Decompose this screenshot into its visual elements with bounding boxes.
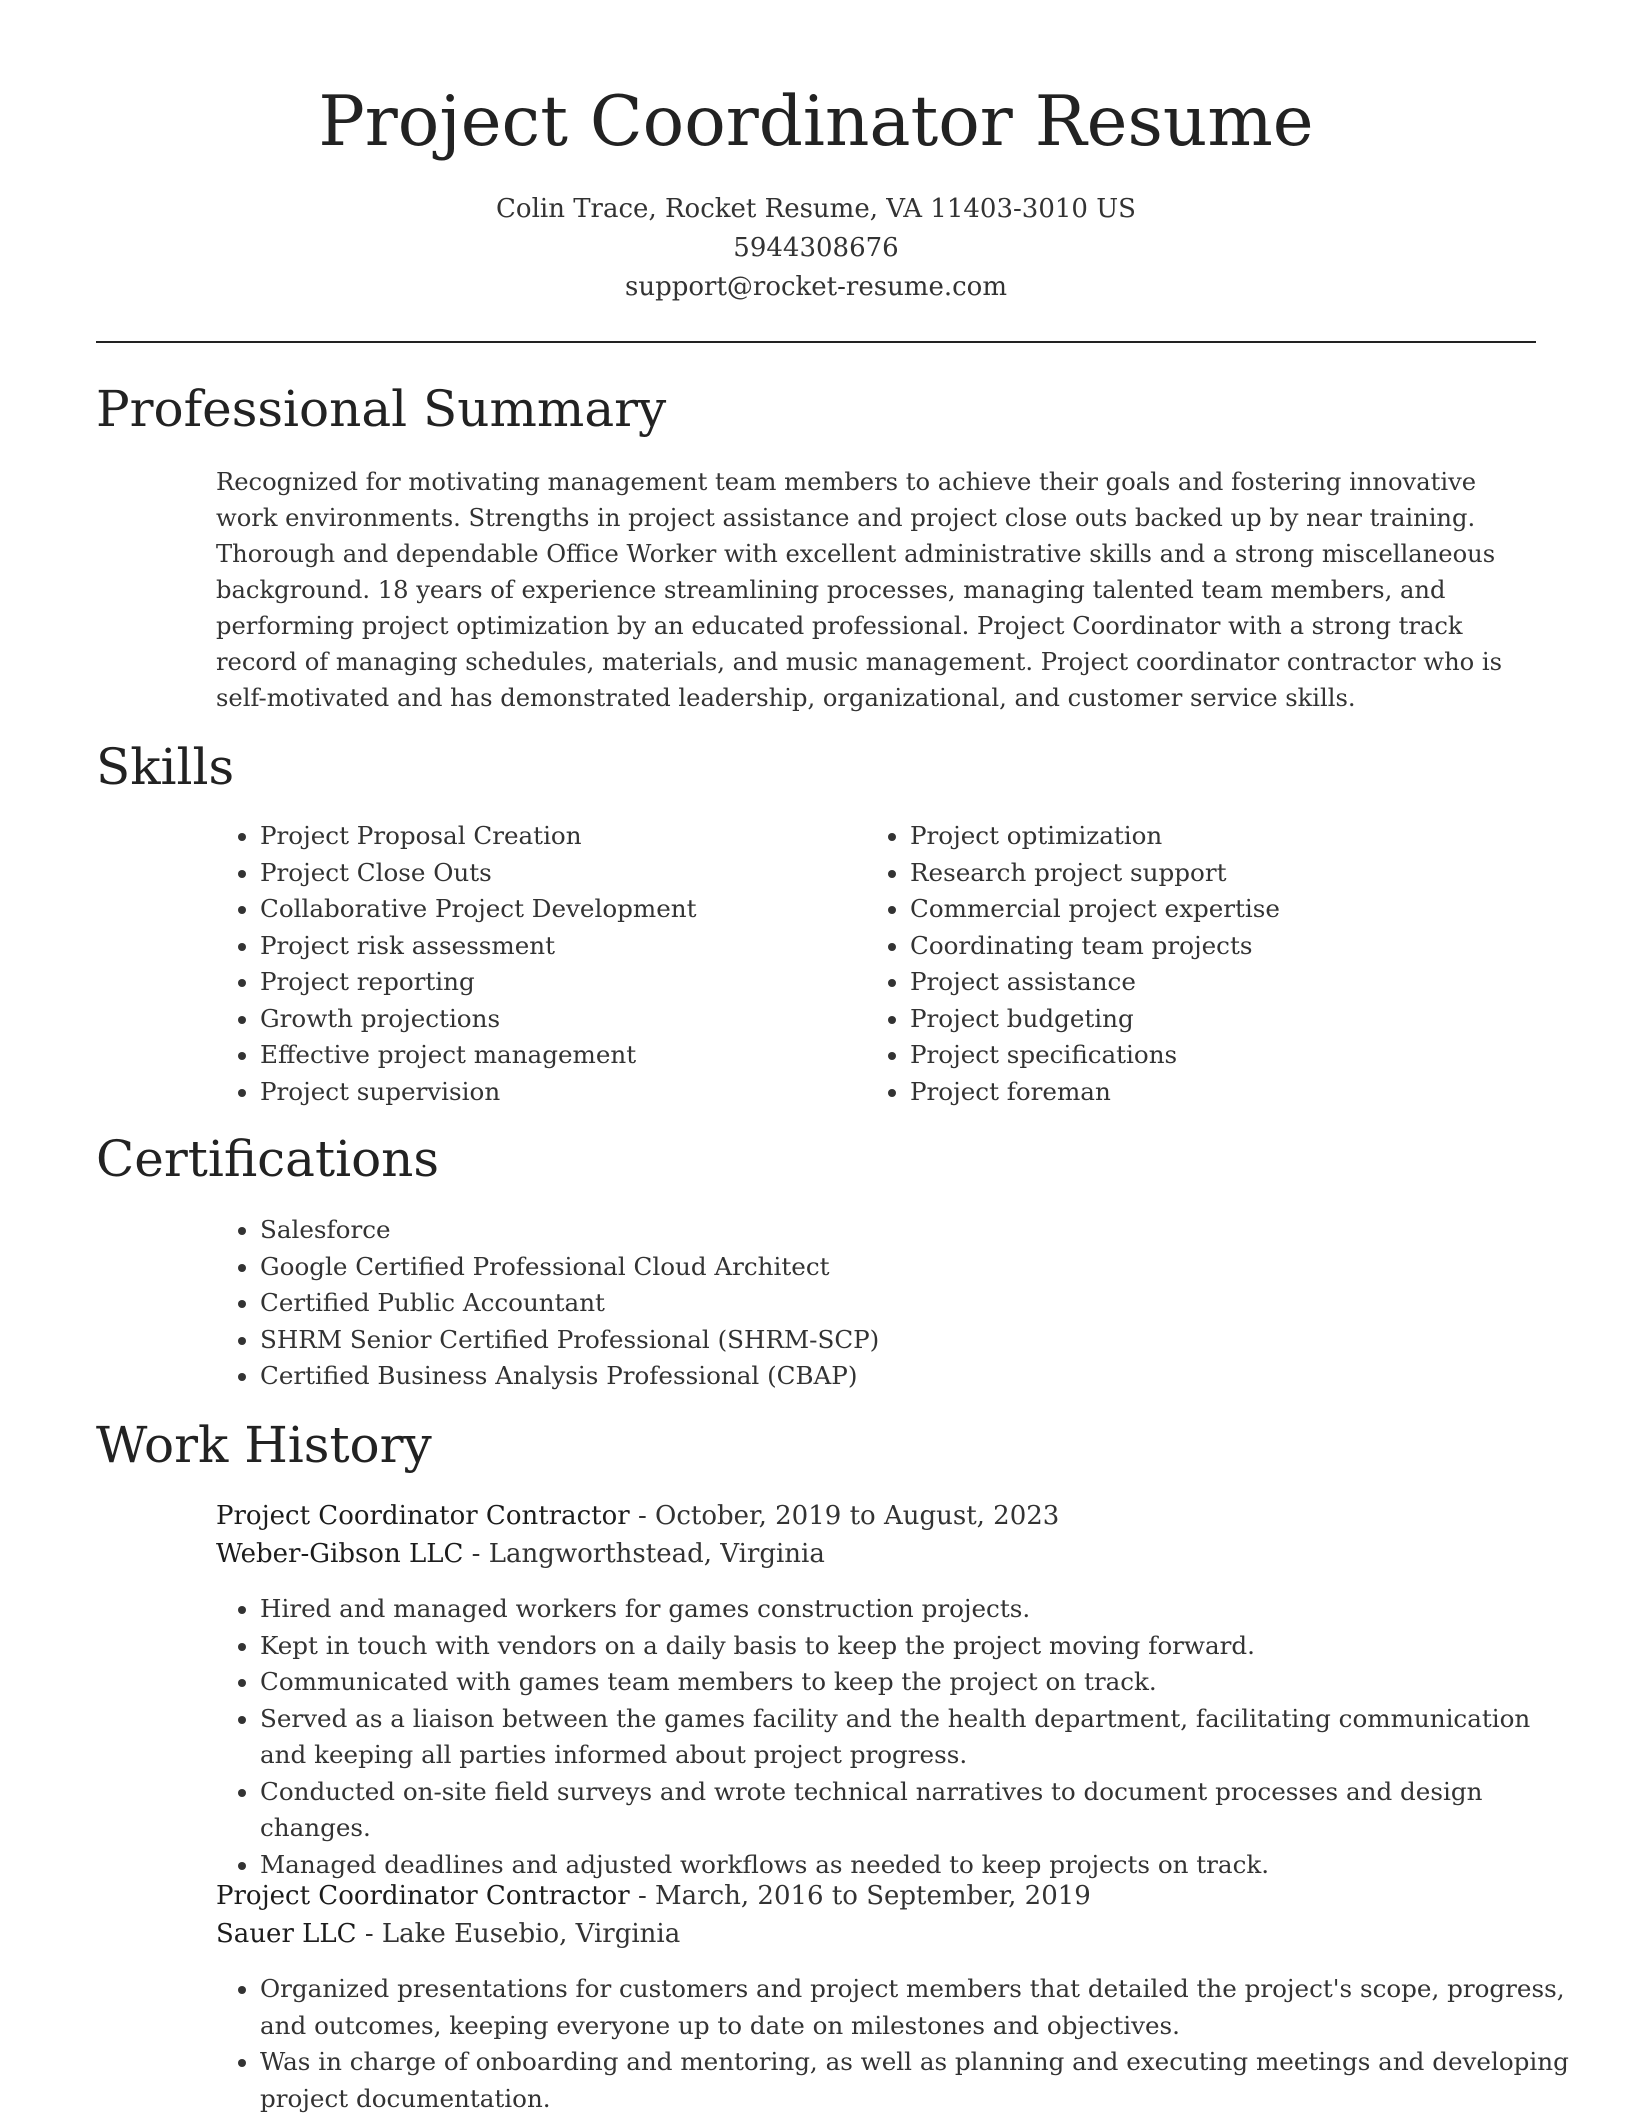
contact-email: support@rocket-resume.com: [624, 272, 1007, 302]
skill-item: • Collaborative Project Development: [260, 891, 860, 928]
certification-item: • Google Certified Professional Cloud Architect: [260, 1249, 1560, 1286]
job-1-bullets: [216, 1591, 1580, 1883]
job-1-location: Langworthstead, Virginia: [488, 1539, 825, 1569]
job-2-separator-2: -: [356, 1919, 382, 1949]
skill-item: • Commercial project expertise: [910, 891, 1550, 928]
job-2-role: Project Coordinator Contractor: [216, 1881, 630, 1911]
job-2-separator: -: [629, 1881, 656, 1911]
contact-address: Colin Trace, Rocket Resume, VA 11403-3010 US: [496, 194, 1136, 224]
job-2-location: Lake Eusebio, Virginia: [381, 1919, 681, 1949]
skill-item: • Project risk assessment: [260, 928, 860, 965]
job-2-dates: March, 2016 to September, 2019: [655, 1881, 1091, 1911]
job-bullet: • Served as a liaison between the games facility and the health department, facilitating communication and keeping all parties informed about project progress.: [260, 1701, 1580, 1774]
job-2-header: [216, 1877, 1091, 1915]
skill-item: • Project reporting: [260, 964, 860, 1001]
job-1-dates: October, 2019 to August, 2023: [655, 1501, 1060, 1531]
job-1-separator-2: -: [463, 1539, 489, 1569]
skill-item: • Project Close Outs: [260, 855, 860, 892]
job-2-bullets: [216, 1971, 1580, 2117]
skills-list-right: [866, 818, 1550, 1110]
job-1-role: Project Coordinator Contractor: [216, 1501, 630, 1531]
job-bullet: • Managed deadlines and adjusted workflows as needed to keep projects on track.: [260, 1847, 1580, 1884]
job-bullet: • Communicated with games team members to keep the project on track.: [260, 1664, 1580, 1701]
skill-item: • Coordinating team projects: [910, 928, 1550, 965]
job-bullet: • Conducted on-site field surveys and wrote technical narratives to document processes and design changes.: [260, 1774, 1580, 1847]
certification-item: • SHRM Senior Certified Professional (SHRM-SCP): [260, 1322, 1560, 1359]
skill-item: • Growth projections: [260, 1001, 860, 1038]
job-bullet: • Kept in touch with vendors on a daily basis to keep the project moving forward.: [260, 1628, 1580, 1665]
job-1-company: Weber-Gibson LLC: [216, 1539, 464, 1569]
job-bullet: • Was in charge of onboarding and mentoring, as well as planning and executing meetings and developing project documentation.: [260, 2044, 1580, 2117]
job-1-separator: -: [629, 1501, 656, 1531]
job-2-company: Sauer LLC: [216, 1919, 357, 1949]
skill-item: • Project budgeting: [910, 1001, 1550, 1038]
section-heading-skills: Skills: [96, 738, 235, 796]
section-heading-work-history: Work History: [96, 1416, 432, 1474]
header-divider: [96, 341, 1536, 343]
skill-item: • Project foreman: [910, 1074, 1550, 1111]
skill-item: • Project supervision: [260, 1074, 860, 1111]
skills-list-left: [216, 818, 860, 1110]
certification-item: • Certified Public Accountant: [260, 1285, 1560, 1322]
certification-item: • Salesforce: [260, 1212, 1560, 1249]
job-bullet: • Organized presentations for customers and project members that detailed the project's scope, progress, and outcomes, keeping everyone up to date on milestones and objectives.: [260, 1971, 1580, 2044]
skill-item: • Project specifications: [910, 1037, 1550, 1074]
job-1-employer: [216, 1535, 825, 1573]
skill-item: • Project assistance: [910, 964, 1550, 1001]
job-1-header: [216, 1497, 1059, 1535]
resume-title: Project Coordinator Resume: [318, 82, 1314, 162]
contact-phone: 5944308676: [733, 233, 899, 263]
job-bullet: • Hired and managed workers for games construction projects.: [260, 1591, 1580, 1628]
contact-block: [0, 190, 1632, 307]
section-heading-certifications: Certifications: [96, 1130, 440, 1188]
skill-item: • Project Proposal Creation: [260, 818, 860, 855]
certification-item: • Certified Business Analysis Professional (CBAP): [260, 1358, 1560, 1395]
certifications-list: [216, 1212, 1560, 1395]
skill-item: • Effective project management: [260, 1037, 860, 1074]
skill-item: • Project optimization: [910, 818, 1550, 855]
skill-item: • Research project support: [910, 855, 1550, 892]
summary-text: Recognized for motivating management team members to achieve their goals and fostering innovative work environments. Strengths in project assistance and project close outs backed up by near training. Thorough and dependable Office Worker with excellent administrative skills and a strong miscellaneous background. 18 years of experience streamlining processes, managing talented team members, and performing project optimization by an educated professional. Project Coordinator with a strong track record of managing schedules, materials, and music management. Project coordinator contractor who is self-motivated and has demonstrated leadership, organizational, and customer service skills.: [216, 468, 1503, 712]
job-2-employer: [216, 1915, 680, 1953]
section-heading-summary: Professional Summary: [96, 380, 667, 438]
